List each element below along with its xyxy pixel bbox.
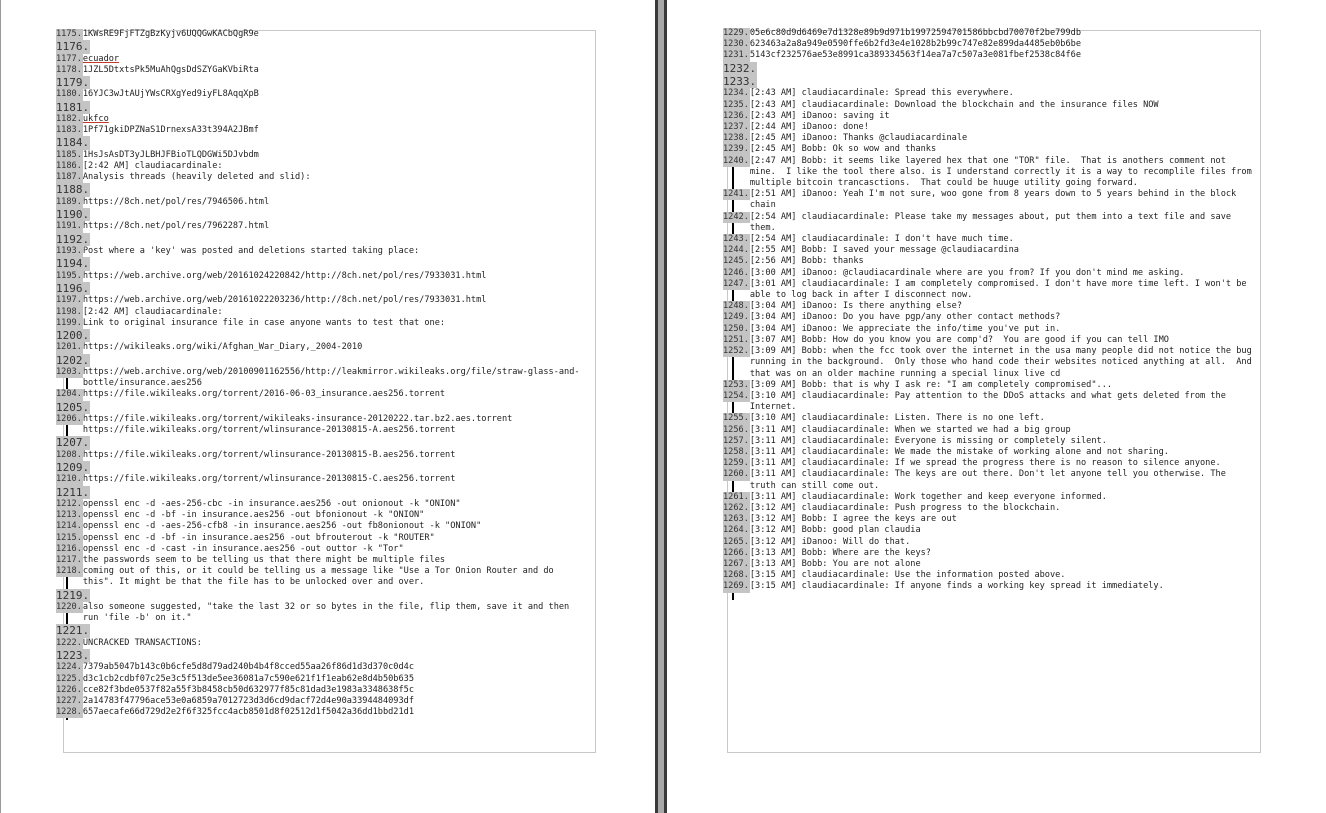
line-text: https://file.wikileaks.org/torrent/wikileaks-insurance-20120222.tar.bz2.aes.torrent https://file.wikileaks.org/torrent/wlinsurance-20130815-A.aes256.torrent bbox=[82, 413, 518, 436]
text-body-right[interactable] bbox=[723, 28, 1255, 593]
line-number: 1179. bbox=[56, 76, 90, 90]
line-text: [2:42 AM] claudiacardinale: bbox=[82, 306, 223, 317]
text-line bbox=[56, 624, 584, 637]
line-number: 1231. bbox=[723, 50, 749, 61]
line-number: 1245. bbox=[723, 256, 749, 267]
line-number: 1246. bbox=[723, 267, 749, 278]
line-text: openssl enc -d -bf -in insurance.aes256 -out bfonionout -k "ONION" bbox=[82, 510, 425, 521]
line-number: 1208. bbox=[56, 449, 82, 460]
text-line bbox=[723, 458, 1255, 469]
line-number: 1224. bbox=[56, 662, 82, 673]
line-number: 1204. bbox=[56, 389, 82, 400]
text-line bbox=[56, 389, 584, 400]
line-text: the passwords seem to be telling us that there might be multiple files bbox=[82, 554, 446, 565]
text-line bbox=[56, 221, 584, 232]
line-number: 1195. bbox=[56, 270, 82, 281]
line-text: [2:45 AM] Bobb: Ok so wow and thanks bbox=[749, 144, 937, 155]
line-text: 1KWsRE9FjFTZgBzKyjv6UQQGwKACbQgR9e bbox=[82, 29, 259, 39]
text-line bbox=[56, 436, 584, 449]
line-number: 1202. bbox=[56, 353, 90, 367]
text-line bbox=[723, 503, 1255, 514]
text-line bbox=[56, 649, 584, 662]
line-text: Post where a 'key' was posted and deletions started taking place: bbox=[82, 246, 420, 257]
line-text: https://file.wikileaks.org/torrent/2016-06-03_insurance.aes256.torrent bbox=[82, 389, 446, 400]
line-number: 1261. bbox=[723, 491, 749, 502]
text-line bbox=[56, 318, 584, 329]
text-line bbox=[56, 354, 584, 367]
line-number: 1212. bbox=[56, 498, 82, 509]
line-number: 1250. bbox=[723, 323, 749, 334]
line-number: 1234. bbox=[723, 88, 749, 99]
line-text: [3:09 AM] Bobb: when the fcc took over the internet in the usa many people did not notice the bug running in the background. Only those who hand code their websites noticed anything at all. And that was on an older machine running a special linux live cd bbox=[749, 346, 1257, 379]
text-line bbox=[723, 514, 1255, 525]
line-text: UNCRACKED TRANSACTIONS: bbox=[82, 637, 202, 648]
text-line bbox=[723, 425, 1255, 436]
text-line bbox=[723, 50, 1255, 61]
text-line bbox=[723, 413, 1255, 424]
text-line bbox=[723, 28, 1255, 39]
text-line bbox=[56, 295, 584, 306]
text-line bbox=[56, 101, 584, 114]
page-separator bbox=[655, 0, 667, 813]
line-number: 1192. bbox=[56, 232, 90, 246]
text-line bbox=[723, 62, 1255, 75]
line-number: 1252. bbox=[723, 346, 749, 357]
text-line bbox=[723, 391, 1255, 413]
line-text: openssl enc -d -cast -in insurance.aes256 -out outtor -k "Tor" bbox=[82, 543, 404, 554]
line-number: 1200. bbox=[56, 328, 90, 342]
text-line bbox=[56, 54, 584, 65]
text-line bbox=[723, 88, 1255, 99]
line-number: 1236. bbox=[723, 110, 749, 121]
text-line bbox=[56, 638, 584, 649]
line-number: 1241. bbox=[723, 189, 749, 200]
text-line bbox=[723, 559, 1255, 570]
text-line bbox=[723, 268, 1255, 279]
line-number: 1247. bbox=[723, 278, 749, 289]
line-number: 1220. bbox=[56, 602, 82, 612]
line-text: Link to original insurance file in case anyone wants to test that one: bbox=[82, 317, 446, 328]
text-line bbox=[723, 75, 1255, 88]
line-text: Analysis threads (heavily deleted and slid): bbox=[82, 172, 311, 183]
text-line bbox=[56, 150, 584, 161]
line-text: [2:54 AM] claudiacardinale: Please take my messages about, put them into a text file and save them. bbox=[749, 211, 1237, 233]
line-number: 1177. bbox=[56, 53, 82, 64]
text-line bbox=[56, 544, 584, 555]
text-line bbox=[56, 367, 584, 389]
text-line bbox=[723, 133, 1255, 144]
line-text: https://8ch.net/pol/res/7946506.html bbox=[82, 196, 270, 207]
line-text: [3:11 AM] claudiacardinale: The keys are out there. Don't let anyone tell you otherwise. The truth can still come out. bbox=[749, 469, 1232, 491]
text-line bbox=[56, 233, 584, 246]
line-number: 1214. bbox=[56, 521, 82, 532]
text-line bbox=[56, 114, 584, 125]
text-line bbox=[723, 570, 1255, 581]
line-number: 1201. bbox=[56, 342, 82, 353]
text-line bbox=[56, 401, 584, 414]
line-text: [3:00 AM] iDanoo: @claudiacardinale where are you from? If you don't mind me asking. bbox=[749, 267, 1185, 278]
text-line bbox=[56, 197, 584, 208]
line-number: 1185. bbox=[56, 149, 82, 160]
text-line bbox=[56, 414, 584, 436]
line-number: 1251. bbox=[723, 334, 749, 345]
line-number: 1194. bbox=[56, 257, 90, 271]
line-text: 5143cf232576ae53e8991ca389334563f14ea7a7c507a3e081fbef2538c84f6e bbox=[749, 50, 1082, 61]
line-text: [3:11 AM] claudiacardinale: When we started we had a big group bbox=[749, 424, 1071, 435]
text-line bbox=[723, 156, 1255, 190]
text-line bbox=[56, 307, 584, 318]
line-text: https://web.archive.org/web/20161024220842/http://8ch.net/pol/res/7933031.html bbox=[82, 270, 487, 281]
text-line bbox=[56, 486, 584, 499]
line-text: openssl enc -d -aes-256-cbc -in insurance.aes256 -out onionout -k "ONION" bbox=[82, 498, 461, 509]
line-number: 1180. bbox=[56, 89, 82, 100]
line-text: [3:11 AM] claudiacardinale: Everyone is missing or completely silent. bbox=[749, 435, 1107, 446]
line-number: 1217. bbox=[56, 554, 82, 565]
line-text: [3:13 AM] Bobb: You are not alone bbox=[749, 558, 921, 569]
line-text: [3:11 AM] claudiacardinale: If we spread the progress there is no reason to silence anyone. bbox=[749, 458, 1221, 469]
text-line bbox=[723, 537, 1255, 548]
line-text: ukfco bbox=[82, 114, 109, 125]
line-number: 1199. bbox=[56, 317, 82, 328]
text-line bbox=[56, 208, 584, 221]
line-text: 623463a2a8a949e0590ffe6b2fd3e4e1028b2b99c747e82e899da4485eb0b6be bbox=[749, 39, 1082, 50]
line-number: 1211. bbox=[56, 485, 90, 499]
line-text: [3:15 AM] claudiacardinale: If anyone finds a working key spread it immediately. bbox=[749, 581, 1164, 592]
line-number: 1197. bbox=[56, 295, 82, 306]
text-line bbox=[723, 346, 1255, 380]
text-line bbox=[56, 566, 584, 588]
text-line bbox=[723, 256, 1255, 267]
text-line bbox=[56, 76, 584, 89]
line-number: 1218. bbox=[56, 566, 82, 577]
text-line bbox=[56, 89, 584, 100]
text-line bbox=[56, 29, 584, 40]
text-line bbox=[56, 246, 584, 257]
line-number: 1269. bbox=[723, 581, 749, 592]
line-text: d3c1cb2cdbf07c25e3c5f513de5ee36081a7c590e621f1f1eab62e8d4b50b635 bbox=[82, 673, 415, 684]
text-line bbox=[56, 40, 584, 53]
line-number: 1227. bbox=[56, 696, 82, 707]
line-text: 1Pf71gkiDPZNaS1DrnexsA33t394A2JBmf bbox=[82, 125, 259, 136]
line-text: [3:01 AM] claudiacardinale: I am completely compromised. I don't have more time left. I won't be able to log back in after I disconnect now. bbox=[749, 278, 1252, 301]
line-text: 05e6c80d9d6469e7d1328e89b9d971b19972594701586bbcbd70070f2be799db bbox=[749, 28, 1082, 38]
text-line bbox=[56, 521, 584, 532]
line-number: 1222. bbox=[56, 637, 82, 648]
line-text: https://8ch.net/pol/res/7962287.html bbox=[82, 221, 270, 232]
line-text: [3:04 AM] iDanoo: Is there anything else? bbox=[749, 301, 963, 312]
line-number: 1262. bbox=[723, 502, 749, 513]
text-line bbox=[723, 100, 1255, 111]
text-line bbox=[56, 172, 584, 183]
text-line bbox=[723, 212, 1255, 234]
text-line bbox=[56, 161, 584, 172]
text-line bbox=[56, 342, 584, 353]
text-line bbox=[56, 674, 584, 685]
line-text: openssl enc -d -bf -in insurance.aes256 -out bfrouterout -k "ROUTER" bbox=[82, 532, 435, 543]
text-line bbox=[56, 589, 584, 602]
text-line bbox=[723, 111, 1255, 122]
line-text: 1JZL5DtxtsPk5MuAhQgsDdSZYGaKVbiRta bbox=[82, 64, 259, 75]
line-text: [2:45 AM] iDanoo: Thanks @claudiacardinale bbox=[749, 133, 968, 144]
text-line bbox=[56, 499, 584, 510]
line-number: 1203. bbox=[56, 366, 82, 377]
line-number: 1229. bbox=[723, 28, 749, 38]
line-text: https://file.wikileaks.org/torrent/wlinsurance-20130815-B.aes256.torrent bbox=[82, 449, 456, 460]
line-text: [3:11 AM] claudiacardinale: Work together and keep everyone informed. bbox=[749, 491, 1107, 502]
line-text: [3:04 AM] iDanoo: We appreciate the info/time you've put in. bbox=[749, 323, 1061, 334]
text-line bbox=[723, 436, 1255, 447]
text-line bbox=[56, 510, 584, 521]
text-line bbox=[56, 271, 584, 282]
line-text: [2:51 AM] iDanoo: Yeah I'm not sure, woo gone from 8 years down to 5 years behind in the block chain bbox=[749, 189, 1242, 211]
line-number: 1206. bbox=[56, 413, 82, 424]
line-number: 1258. bbox=[723, 446, 749, 457]
text-line bbox=[723, 279, 1255, 301]
line-number: 1264. bbox=[723, 525, 749, 536]
line-text: ecuador bbox=[82, 53, 120, 64]
line-text: [2:47 AM] Bobb: it seems like layered hex that one "TOR" file. That is anothers comment not mine. I like the tool there also. is I understand correctly it is a way to recomplile files from multiple bitcoin trancasctions. That could be huuge utility going forward. bbox=[749, 155, 1257, 189]
line-text: [3:12 AM] iDanoo: Will do that. bbox=[749, 536, 911, 547]
line-text: cce82f3bde0537f82a55f3b8458cb50d632977f85c81dad3e1983a3348638f5c bbox=[82, 684, 415, 695]
line-text: [2:43 AM] claudiacardinale: Spread this everywhere. bbox=[749, 88, 1014, 99]
line-number: 1248. bbox=[723, 301, 749, 312]
line-text: [3:07 AM] Bobb: How do you know you are comp'd? You are good if you can tell IMO bbox=[749, 334, 1169, 345]
line-text: https://web.archive.org/web/20100901162556/http://leakmirror.wikileaks.org/file/straw-glass-and-bottle/insurance.aes256 bbox=[82, 366, 580, 389]
line-text: [2:54 AM] claudiacardinale: I don't have much time. bbox=[749, 234, 1014, 245]
text-line bbox=[723, 447, 1255, 458]
line-text: [2:44 AM] iDanoo: done! bbox=[749, 122, 869, 133]
line-number: 1183. bbox=[56, 125, 82, 136]
line-text: [3:10 AM] claudiacardinale: Listen. There is no one left. bbox=[749, 413, 1045, 424]
line-text: [2:43 AM] claudiacardinale: Download the blockchain and the insurance files NOW bbox=[749, 99, 1159, 110]
line-text: [3:12 AM] claudiacardinale: Push progress to the blockchain. bbox=[749, 502, 1061, 513]
line-text: https://file.wikileaks.org/torrent/wlinsurance-20130815-C.aes256.torrent bbox=[82, 474, 456, 485]
text-line bbox=[56, 707, 584, 718]
line-number: 1182. bbox=[56, 114, 82, 125]
line-number: 1230. bbox=[723, 39, 749, 50]
text-line bbox=[56, 136, 584, 149]
line-text: [3:11 AM] claudiacardinale: We made the mistake of working alone and not sharing. bbox=[749, 446, 1169, 457]
text-line bbox=[56, 461, 584, 474]
line-number: 1191. bbox=[56, 221, 82, 232]
line-text: [2:55 AM] Bobb: I saved your message @claudiacardina bbox=[749, 245, 1019, 256]
line-text: [3:04 AM] iDanoo: Do you have pgp/any other contact methods? bbox=[749, 312, 1061, 323]
text-line bbox=[723, 122, 1255, 133]
line-text: 2a14783f47796ace53e0a6859a7012723d3d6cd9dacf72d4e90a3394484093df bbox=[82, 696, 415, 707]
line-number: 1190. bbox=[56, 208, 90, 222]
line-number: 1221. bbox=[56, 624, 90, 638]
document-page-left bbox=[0, 0, 656, 813]
text-line bbox=[56, 450, 584, 461]
text-line bbox=[723, 144, 1255, 155]
line-text: [3:12 AM] Bobb: good plan claudia bbox=[749, 525, 921, 536]
text-line bbox=[56, 662, 584, 673]
text-line bbox=[56, 474, 584, 485]
text-line bbox=[723, 380, 1255, 391]
line-text: [3:12 AM] Bobb: I agree the keys are out bbox=[749, 514, 957, 525]
text-line bbox=[56, 183, 584, 196]
line-number: 1235. bbox=[723, 99, 749, 110]
text-line bbox=[723, 525, 1255, 536]
line-text: [3:09 AM] Bobb: that is why I ask re: "I am completely compromised"... bbox=[749, 379, 1113, 390]
text-line bbox=[56, 602, 584, 624]
line-number: 1249. bbox=[723, 312, 749, 323]
line-number: 1210. bbox=[56, 474, 82, 485]
text-line bbox=[723, 301, 1255, 312]
line-number: 1266. bbox=[723, 547, 749, 558]
line-number: 1219. bbox=[56, 588, 90, 602]
line-number: 1268. bbox=[723, 570, 749, 581]
text-line bbox=[723, 312, 1255, 323]
text-line bbox=[56, 125, 584, 136]
line-number: 1256. bbox=[723, 424, 749, 435]
line-number: 1253. bbox=[723, 379, 749, 390]
text-line bbox=[56, 257, 584, 270]
line-number: 1178. bbox=[56, 64, 82, 75]
line-text: 16YJC3wJtAUjYWsCRXgYed9iyFL8AqqXpB bbox=[82, 89, 259, 100]
line-text: [3:13 AM] Bobb: Where are the keys? bbox=[749, 547, 931, 558]
line-number: 1237. bbox=[723, 122, 749, 133]
line-number: 1181. bbox=[56, 100, 90, 114]
line-number: 1239. bbox=[723, 144, 749, 155]
line-number: 1267. bbox=[723, 558, 749, 569]
text-line bbox=[56, 65, 584, 76]
line-number: 1216. bbox=[56, 543, 82, 554]
text-line bbox=[723, 324, 1255, 335]
line-number: 1232. bbox=[723, 61, 757, 75]
line-number: 1187. bbox=[56, 172, 82, 183]
line-number: 1213. bbox=[56, 510, 82, 521]
line-number: 1176. bbox=[56, 40, 90, 54]
line-number: 1243. bbox=[723, 234, 749, 245]
line-text: [2:42 AM] claudiacardinale: bbox=[82, 161, 223, 172]
line-number: 1242. bbox=[723, 211, 749, 222]
line-number: 1209. bbox=[56, 460, 90, 474]
text-line bbox=[723, 548, 1255, 559]
line-number: 1233. bbox=[723, 75, 757, 89]
text-line bbox=[56, 329, 584, 342]
line-number: 1259. bbox=[723, 458, 749, 469]
line-number: 1198. bbox=[56, 306, 82, 317]
line-number: 1188. bbox=[56, 183, 90, 197]
text-line bbox=[723, 581, 1255, 592]
line-text: [3:15 AM] claudiacardinale: Use the information posted above. bbox=[749, 570, 1066, 581]
line-text: 1HsJsAsDT3yJLBHJFBioTLQDGWi5DJvbdm bbox=[82, 149, 259, 160]
line-number: 1196. bbox=[56, 281, 90, 295]
line-number: 1244. bbox=[723, 245, 749, 256]
line-text: https://web.archive.org/web/20161022203236/http://8ch.net/pol/res/7933031.html bbox=[82, 295, 487, 306]
line-text: also someone suggested, "take the last 32 or so bytes in the file, flip them, save it and then run 'file -b' on it." bbox=[82, 602, 575, 624]
text-line bbox=[723, 234, 1255, 245]
text-line bbox=[56, 696, 584, 707]
line-number: 1207. bbox=[56, 436, 90, 450]
text-body-left[interactable] bbox=[56, 29, 584, 718]
text-line bbox=[56, 282, 584, 295]
document-page-right bbox=[667, 0, 1326, 813]
text-line bbox=[56, 533, 584, 544]
line-number: 1175. bbox=[56, 29, 82, 39]
line-number: 1215. bbox=[56, 532, 82, 543]
line-text: [2:43 AM] iDanoo: saving it bbox=[749, 110, 890, 121]
line-text: openssl enc -d -aes-256-cfb8 -in insurance.aes256 -out fb8onionout -k "ONION" bbox=[82, 521, 482, 532]
line-number: 1226. bbox=[56, 684, 82, 695]
text-line bbox=[723, 39, 1255, 50]
line-number: 1186. bbox=[56, 161, 82, 172]
line-number: 1205. bbox=[56, 400, 90, 414]
text-line bbox=[723, 469, 1255, 491]
text-line bbox=[56, 555, 584, 566]
line-number: 1184. bbox=[56, 136, 90, 150]
line-text: 657aecafe66d729d2e2f6f325fcc4acb8501d8f02512d1f5042a36dd1bbd21d1 bbox=[82, 707, 415, 718]
line-number: 1240. bbox=[723, 155, 749, 166]
line-number: 1257. bbox=[723, 435, 749, 446]
line-number: 1189. bbox=[56, 196, 82, 207]
line-text: coming out of this, or it could be telling us a message like "Use a Tor Onion Router and do this". It might be that the file has to be unlocked over and over. bbox=[82, 566, 559, 588]
text-line bbox=[56, 685, 584, 696]
line-number: 1260. bbox=[723, 469, 749, 480]
line-number: 1254. bbox=[723, 390, 749, 401]
text-line bbox=[723, 189, 1255, 211]
line-number: 1225. bbox=[56, 673, 82, 684]
text-line bbox=[723, 492, 1255, 503]
line-text: [2:56 AM] Bobb: thanks bbox=[749, 256, 864, 267]
line-number: 1228. bbox=[56, 707, 82, 718]
line-number: 1193. bbox=[56, 246, 82, 257]
line-number: 1223. bbox=[56, 649, 90, 663]
line-text: 7379ab5047b143c0b6cfe5d8d79ad240b4b4f8cced55aa26f86d1d3d370c0d4c bbox=[82, 662, 415, 673]
text-line bbox=[723, 245, 1255, 256]
line-number: 1263. bbox=[723, 514, 749, 525]
line-number: 1238. bbox=[723, 133, 749, 144]
line-text: [3:10 AM] claudiacardinale: Pay attention to the DDoS attacks and what gets deleted from the Internet. bbox=[749, 390, 1232, 413]
text-line bbox=[723, 335, 1255, 346]
line-text: https://wikileaks.org/wiki/Afghan_War_Diary,_2004-2010 bbox=[82, 342, 363, 353]
line-number: 1255. bbox=[723, 413, 749, 424]
line-number: 1265. bbox=[723, 536, 749, 547]
